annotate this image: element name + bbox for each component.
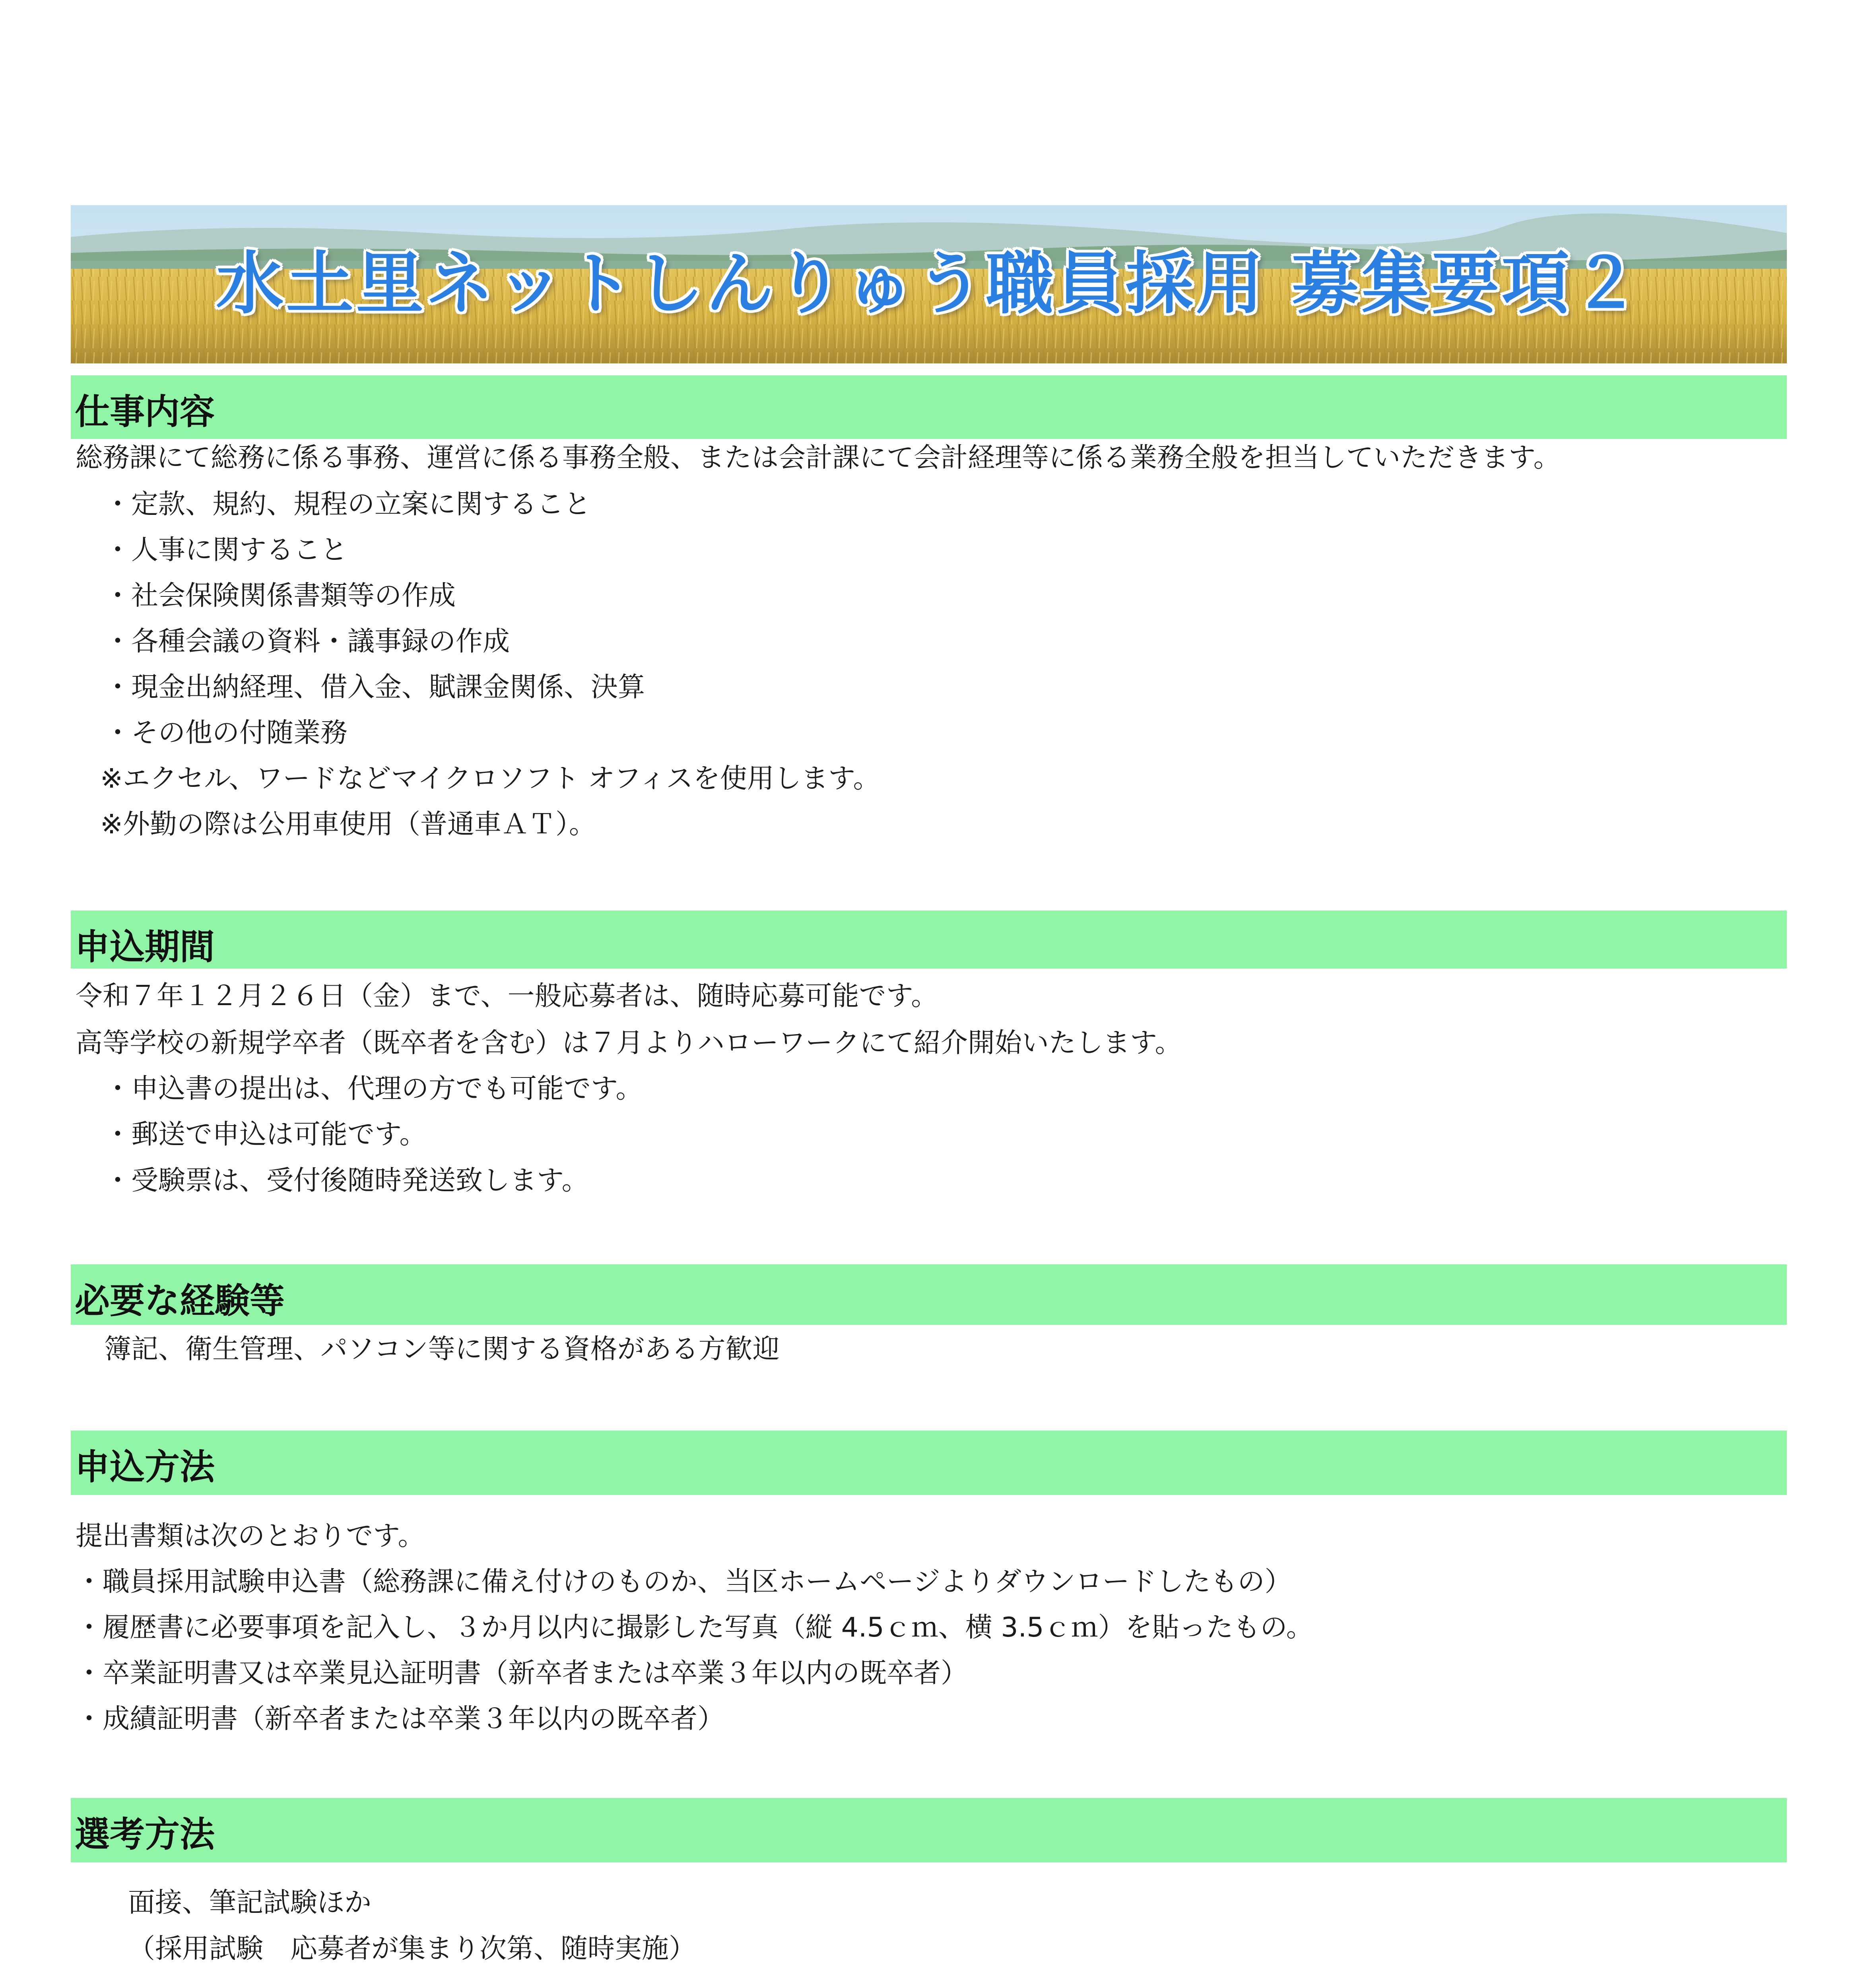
section-title-job: 仕事内容 — [75, 391, 215, 432]
job-item: ・現金出納経理、借入金、賦課金関係、決算 — [104, 672, 645, 703]
header-banner — [71, 205, 1787, 363]
section-title-selection: 選考方法 — [75, 1814, 215, 1855]
section-title-method: 申込方法 — [75, 1446, 215, 1487]
job-note: ※エクセル、ワードなどマイクロソフト オフィスを使用します。 — [100, 763, 880, 794]
method-intro: 提出書類は次のとおりです。 — [76, 1520, 425, 1552]
section-title-period: 申込期間 — [75, 926, 215, 967]
job-intro: 総務課にて総務に係る事務、運営に係る事務全般、または会計課にて会計経理等に係る業務全般を担当していただきます。 — [76, 442, 1561, 474]
section-header-period — [71, 911, 1787, 969]
job-item: ・社会保険関係書類等の作成 — [104, 580, 456, 612]
section-header-experience — [71, 1264, 1787, 1325]
period-item: ・受験票は、受付後随時発送致します。 — [104, 1165, 589, 1196]
period-line: 高等学校の新規学卒者（既卒者を含む）は７月よりハローワークにて紹介開始いたします。 — [76, 1027, 1182, 1059]
job-item: ・その他の付随業務 — [104, 717, 348, 749]
selection-line: （採用試験 応募者が集まり次第、随時実施） — [128, 1933, 696, 1965]
method-item: ・履歴書に必要事項を記入し、３か月以内に撮影した写真（縦 4.5ｃｍ、横 3.5ｃｍ）を貼ったもの。 — [76, 1612, 1313, 1643]
job-item: ・各種会議の資料・議事録の作成 — [104, 626, 510, 657]
method-item: ・卒業証明書又は卒業見込証明書（新卒者または卒業３年以内の既卒者） — [76, 1658, 968, 1689]
section-title-experience: 必要な経験等 — [75, 1280, 285, 1321]
period-line: 令和７年１２月２６日（金）まで、一般応募者は、随時応募可能です。 — [76, 980, 938, 1012]
section-header-job — [71, 375, 1787, 439]
period-item: ・申込書の提出は、代理の方でも可能です。 — [104, 1073, 643, 1105]
banner-title: 水土里ネットしんりゅう職員採用 募集要項２ — [216, 245, 1642, 323]
section-header-selection — [71, 1798, 1787, 1862]
job-item: ・定款、規約、規程の立案に関すること — [104, 489, 591, 520]
selection-line: 面接、筆記試験ほか — [128, 1887, 372, 1918]
job-note: ※外勤の際は公用車使用（普通車ＡＴ）。 — [100, 809, 596, 840]
method-item: ・職員採用試験申込書（総務課に備え付けのものか、当区ホームページよりダウンロードしたもの） — [76, 1566, 1292, 1598]
section-header-method — [71, 1431, 1787, 1495]
experience-text: 簿記、衛生管理、パソコン等に関する資格がある方歓迎 — [104, 1334, 780, 1365]
period-item: ・郵送で申込は可能です。 — [104, 1119, 427, 1150]
job-item: ・人事に関すること — [104, 534, 348, 566]
method-item: ・成績証明書（新卒者または卒業３年以内の既卒者） — [76, 1703, 725, 1735]
